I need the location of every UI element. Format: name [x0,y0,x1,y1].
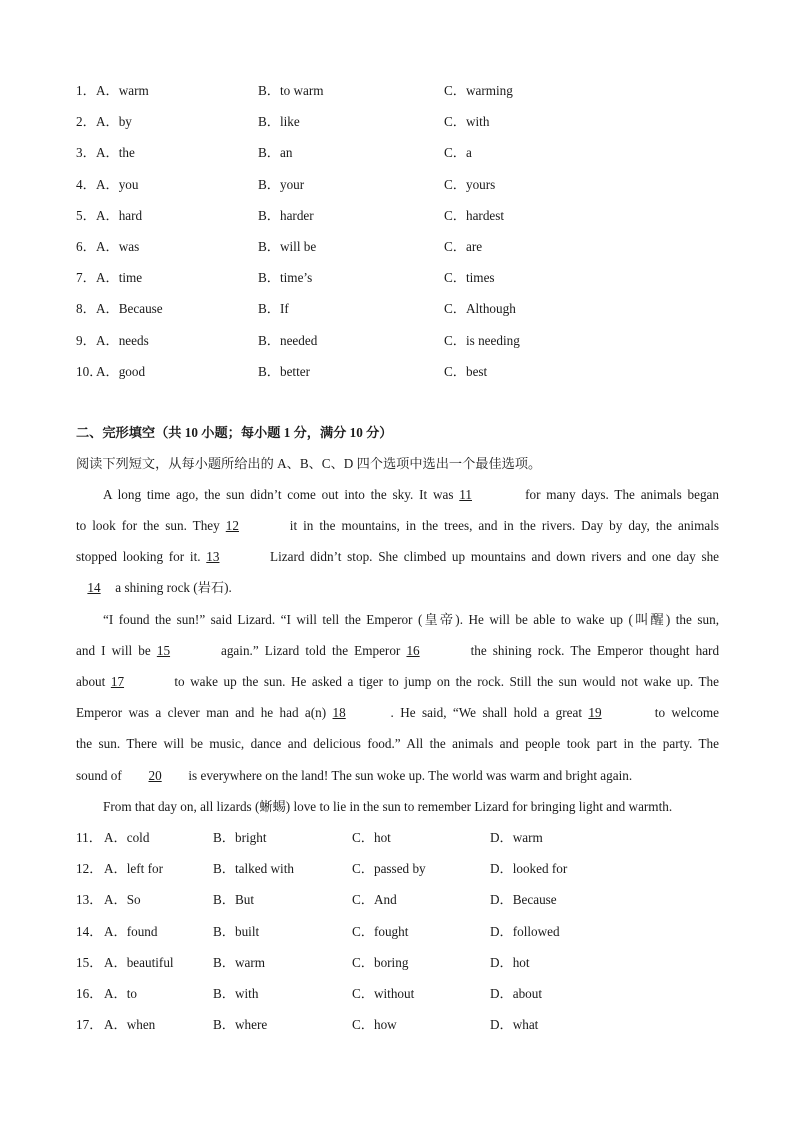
passage-text: a shining rock (岩石). [115,580,232,595]
option-b[interactable]: B．bright [213,830,267,845]
passage-text: to welcome [654,705,720,720]
option-a[interactable]: A．by [96,114,132,130]
passage-text: is everywhere on the land! The sun woke up. The world was warm and bright again. [188,768,633,783]
question-number: 10． [76,363,103,379]
option-d[interactable]: D．about [490,986,543,1001]
passage-text: sound of [76,768,122,783]
passage-line [76,641,719,661]
option-b[interactable]: B．will be [258,239,317,254]
question-number: 2． [76,114,96,130]
option-d[interactable]: D．hot [490,954,530,970]
section2-instruction: 阅读下列短文，从每小题所给出的 A、B、C、D 四个选项中选出一个最佳选项。 [76,456,542,471]
passage-text: stopped looking for it. [76,549,201,564]
option-c[interactable]: C．hardest [444,207,505,223]
option-c[interactable]: C．hot [352,830,391,845]
blank-13: 13 [206,549,220,564]
option-a[interactable]: A．to [104,986,137,1001]
passage-line [76,485,719,505]
question-number: 14． [76,923,103,939]
option-c[interactable]: C．best [444,363,488,379]
option-b[interactable]: B．with [213,986,259,1001]
passage-line [76,547,719,567]
option-d[interactable]: D．looked for [490,861,568,877]
question-number: 12． [76,861,103,877]
option-a[interactable]: A．you [96,176,139,192]
question-number: 5． [76,207,96,223]
option-b[interactable]: B．to warm [258,83,324,98]
option-b[interactable]: B．where [213,1017,268,1033]
option-a[interactable]: A．Because [96,301,163,317]
option-b[interactable]: B．like [258,114,300,130]
passage-text: Emperor was a clever man and he had a(n) [76,705,327,720]
passage-text: From that day on, all lizards (蜥蜴) love to lie in the sun to remember Lizard for bringing light and warmth. [103,799,673,814]
question-number: 9． [76,332,96,348]
passage-line [76,578,232,598]
passage-text: to look for the sun. They [76,518,220,533]
option-b[interactable]: B．time’s [258,270,313,286]
option-b[interactable]: B．If [258,301,289,317]
option-c[interactable]: C．warming [444,83,513,98]
passage-text: the sun. There will be music, dance and delicious food.” All the animals and people took part in the party. The [76,736,719,751]
passage-line [76,516,719,536]
passage-text: and I will be [76,643,151,658]
option-a[interactable]: A．needs [96,332,149,348]
option-b[interactable]: B．your [258,176,305,192]
passage-text: to wake up the sun. He asked a tiger to jump on the rock. Still the sun would not wake up. The [174,674,720,689]
passage-line [103,797,672,817]
blank-11: 11 [459,487,472,502]
option-a[interactable]: A．was [96,239,140,254]
option-c[interactable]: C．Although [444,301,516,317]
passage-text: the shining rock. The Emperor thought hard [470,643,720,658]
passage-text: it in the mountains, in the trees, and in the rivers. Day by day, the animals [289,518,720,533]
option-c[interactable]: C．are [444,239,483,254]
passage-text: again.” Lizard told the Emperor [220,643,401,658]
option-b[interactable]: B．an [258,145,293,161]
question-number: 16． [76,986,103,1001]
option-c[interactable]: C．how [352,1017,397,1033]
blank-20: 20 [148,768,162,783]
option-d[interactable]: D．Because [490,892,557,908]
blank-19: 19 [588,705,602,720]
option-a[interactable]: A．hard [96,207,143,223]
option-a[interactable]: A．cold [104,830,150,845]
passage-text: about [76,674,106,689]
passage-line [76,703,719,723]
question-number: 7． [76,270,96,286]
option-c[interactable]: C．without [352,986,415,1001]
option-b[interactable]: B．warm [213,954,266,970]
passage-line [76,672,719,692]
passage-line [76,766,632,786]
question-number: 11． [76,830,102,845]
option-c[interactable]: C．passed by [352,861,426,877]
blank-14: 14 [87,580,101,595]
option-c[interactable]: C．with [444,114,490,130]
option-a[interactable]: A．beautiful [104,954,174,970]
option-d[interactable]: D．followed [490,923,560,939]
passage-line [76,610,719,630]
option-c[interactable]: C．times [444,270,495,286]
option-a[interactable]: A．time [96,270,143,286]
option-b[interactable]: B．built [213,923,260,939]
option-d[interactable]: D．warm [490,830,543,845]
option-b[interactable]: B．better [258,363,311,379]
option-a[interactable]: A．the [96,145,135,161]
question-number: 3． [76,145,96,161]
option-a[interactable]: A．good [96,363,146,379]
question-number: 4． [76,176,96,192]
question-number: 1． [76,83,96,98]
option-c[interactable]: C．And [352,892,397,908]
option-c[interactable]: C．a [444,145,472,161]
option-d[interactable]: D．what [490,1017,539,1033]
option-b[interactable]: B．But [213,892,255,908]
blank-15: 15 [156,643,171,658]
question-number: 6． [76,239,96,254]
option-a[interactable]: A．So [104,892,141,908]
section2-heading: 二、完形填空（共 10 小题；每小题 1 分，满分 10 分） [76,425,393,440]
passage-text: A long time ago, the sun didn’t come out into the sky. It was [103,487,454,502]
option-a[interactable]: A．found [104,923,158,939]
question-number: 17． [76,1017,103,1033]
passage-text: for many days. The animals began [525,487,720,502]
blank-18: 18 [332,705,346,720]
option-a[interactable]: A．when [104,1017,156,1033]
option-c[interactable]: C．is needing [444,332,520,348]
question-number: 15． [76,954,103,970]
option-c[interactable]: C．fought [352,923,409,939]
blank-17: 17 [110,674,125,689]
option-c[interactable]: C．yours [444,176,496,192]
option-a[interactable]: A．left for [104,861,163,877]
passage-text: “I found the sun!” said Lizard. “I will tell the Emperor (皇帝). He will be able to wake up (叫醒) the sun, [103,612,719,627]
option-b[interactable]: B．harder [258,207,314,223]
option-b[interactable]: B．needed [258,332,318,348]
blank-16: 16 [406,643,420,658]
passage-text: . He said, “We shall hold a great [390,705,583,720]
question-number: 13． [76,892,103,908]
option-a[interactable]: A．warm [96,83,149,98]
passage-line [76,734,719,754]
question-number: 8． [76,301,96,317]
blank-12: 12 [225,518,239,533]
option-b[interactable]: B．talked with [213,861,294,877]
option-c[interactable]: C．boring [352,954,409,970]
passage-text: Lizard didn’t stop. She climbed up mountains and down rivers and one day she [270,549,720,564]
